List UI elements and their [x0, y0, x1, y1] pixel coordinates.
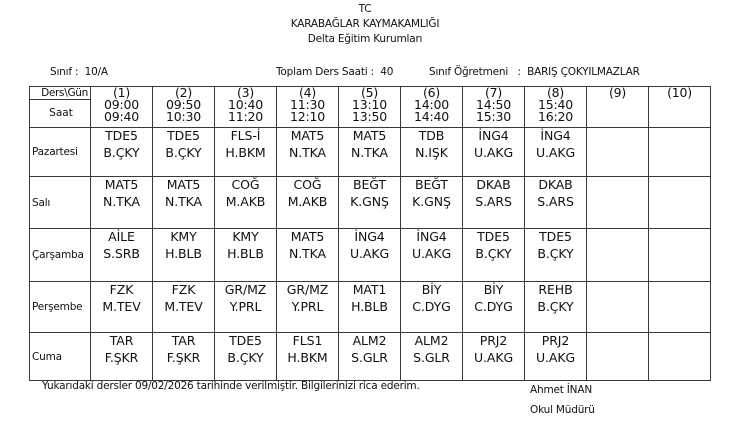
lesson-cell	[587, 333, 649, 381]
period-number: (7)	[484, 86, 503, 100]
total-hours-label: Toplam Ders Saati	[276, 66, 368, 78]
lesson-cell	[463, 229, 525, 282]
lesson-cell	[277, 177, 339, 229]
lesson-subject: PRJ2	[479, 333, 508, 348]
lesson-subject: DKAB	[538, 177, 573, 192]
lesson-cell	[525, 333, 587, 381]
lesson-teacher: S.ARS	[537, 193, 574, 209]
period-start-time: 14:00	[413, 97, 450, 112]
class-teacher-info: Sınıf Öğretmeni : BARIŞ ÇOKYILMAZLAR	[429, 66, 640, 78]
lesson-subject: REHB	[538, 282, 573, 297]
lesson-teacher: U.AKG	[535, 144, 576, 160]
day-label: Perşembe	[30, 282, 91, 333]
header-country: TC	[358, 3, 372, 15]
lesson-subject: İNG4	[540, 128, 571, 143]
lesson-cell	[401, 177, 463, 229]
period-header-7	[463, 87, 525, 128]
period-end-time: 16:20	[537, 109, 574, 124]
period-number: (9)	[608, 86, 627, 100]
class-info: Sınıf : 10/A	[50, 66, 108, 78]
period-header-row	[30, 87, 711, 128]
period-header-1	[91, 87, 153, 128]
lesson-cell	[277, 333, 339, 381]
lesson-teacher: S.GLR	[413, 349, 450, 365]
lesson-cell	[525, 177, 587, 229]
header-district: KARABAĞLAR KAYMAKAMLIĞI	[290, 18, 440, 30]
lesson-teacher: N.TKA	[289, 144, 326, 160]
lesson-subject: İNG4	[354, 229, 385, 244]
lesson-subject: BİY	[421, 282, 442, 297]
lesson-cell	[463, 333, 525, 381]
lesson-teacher: B.ÇKY	[165, 144, 202, 160]
period-start-time: 09:00	[103, 97, 140, 112]
lesson-teacher: B.ÇKY	[475, 245, 512, 261]
lesson-teacher: C.DYG	[474, 298, 513, 314]
day-label: Cuma	[30, 333, 91, 381]
lesson-subject: FLS1	[292, 333, 323, 348]
lesson-cell	[277, 282, 339, 333]
lesson-teacher: F.ŞKR	[104, 349, 139, 365]
lesson-cell	[587, 128, 649, 177]
lesson-cell	[587, 282, 649, 333]
day-row	[30, 229, 711, 282]
day-row	[30, 128, 711, 177]
lesson-cell	[587, 177, 649, 229]
lesson-teacher: H.BLB	[165, 245, 202, 261]
lesson-subject: COĞ	[231, 177, 260, 192]
period-end-time: 09:40	[103, 109, 140, 124]
lesson-subject: COĞ	[293, 177, 322, 192]
period-end-time: 11:20	[227, 109, 264, 124]
period-number: (1)	[112, 86, 131, 100]
lesson-cell	[649, 282, 711, 333]
period-header-5	[339, 87, 401, 128]
lesson-cell	[649, 128, 711, 177]
lesson-subject: TAR	[171, 333, 196, 348]
lesson-cell	[649, 229, 711, 282]
lesson-subject: MAT5	[290, 229, 325, 244]
lesson-cell	[587, 229, 649, 282]
lesson-teacher: N.IŞK	[415, 144, 448, 160]
period-start-time: 15:40	[537, 97, 574, 112]
lesson-cell	[215, 229, 277, 282]
lesson-cell	[91, 282, 153, 333]
lesson-subject: İNG4	[416, 229, 447, 244]
period-header-6	[401, 87, 463, 128]
period-number: (3)	[236, 86, 255, 100]
lesson-cell	[153, 128, 215, 177]
period-number: (8)	[546, 86, 565, 100]
lesson-teacher: N.TKA	[289, 245, 326, 261]
lesson-teacher: H.BKM	[287, 349, 328, 365]
period-header-4	[277, 87, 339, 128]
lesson-cell	[463, 128, 525, 177]
day-label: Çarşamba	[30, 229, 91, 282]
document-header	[0, 0, 730, 47]
lesson-teacher: B.ÇKY	[537, 245, 574, 261]
lesson-teacher: B.ÇKY	[103, 144, 140, 160]
lesson-subject: TDE5	[477, 229, 510, 244]
lesson-teacher: N.TKA	[103, 193, 140, 209]
lesson-subject: FZK	[171, 282, 196, 297]
lesson-subject: FLS-İ	[230, 128, 261, 143]
lesson-teacher: M.TEV	[164, 298, 203, 314]
lesson-subject: KMY	[170, 229, 197, 244]
signature-block	[530, 380, 595, 420]
lesson-teacher: M.TEV	[102, 298, 141, 314]
lesson-cell	[339, 177, 401, 229]
lesson-cell	[277, 128, 339, 177]
lesson-cell	[215, 128, 277, 177]
day-label: Salı	[30, 177, 91, 229]
lesson-teacher: C.DYG	[412, 298, 451, 314]
corner-cell	[30, 87, 91, 128]
lesson-cell	[153, 177, 215, 229]
lesson-cell	[277, 229, 339, 282]
lesson-cell	[339, 333, 401, 381]
lesson-subject: TDE5	[105, 128, 138, 143]
period-number: (6)	[422, 86, 441, 100]
lesson-cell	[649, 177, 711, 229]
lesson-teacher: U.AKG	[535, 349, 576, 365]
period-end-time: 14:40	[413, 109, 450, 124]
period-end-time: 12:10	[289, 109, 326, 124]
lesson-subject: BİY	[483, 282, 504, 297]
period-header-9	[587, 87, 649, 128]
total-hours-info: Toplam Ders Saati : 40	[276, 66, 394, 78]
lesson-cell	[91, 229, 153, 282]
signer-name: Ahmet İNAN	[530, 384, 592, 396]
lesson-teacher: Y.PRL	[291, 298, 324, 314]
lesson-subject: BEĞT	[353, 177, 386, 192]
day-row	[30, 177, 711, 229]
lesson-teacher: H.BLB	[351, 298, 388, 314]
period-start-time: 09:50	[165, 97, 202, 112]
lesson-subject: MAT5	[352, 128, 387, 143]
lesson-cell	[215, 282, 277, 333]
period-header-2	[153, 87, 215, 128]
lesson-teacher: U.AKG	[473, 349, 514, 365]
lesson-subject: PRJ2	[541, 333, 570, 348]
lesson-cell	[91, 333, 153, 381]
lesson-cell	[91, 128, 153, 177]
period-end-time: 10:30	[165, 109, 202, 124]
footer-note: Yukarıdaki dersler 09/02/2026 tarihinde verilmiştir. Bilgilerinizi rica ederim.	[42, 380, 420, 392]
lesson-cell	[401, 128, 463, 177]
lesson-subject: ALM2	[414, 333, 449, 348]
class-label: Sınıf	[50, 66, 72, 78]
lesson-cell	[153, 282, 215, 333]
lesson-subject: MAT1	[352, 282, 387, 297]
lesson-teacher: H.BLB	[227, 245, 264, 261]
lesson-cell	[91, 177, 153, 229]
lesson-subject: MAT5	[104, 177, 139, 192]
corner-saat-label: Saat	[49, 107, 73, 119]
lesson-subject: GR/MZ	[224, 282, 267, 297]
period-header-3	[215, 87, 277, 128]
period-start-time: 11:30	[289, 97, 326, 112]
lesson-teacher: B.ÇKY	[227, 349, 264, 365]
period-start-time: 14:50	[475, 97, 512, 112]
lesson-cell	[525, 229, 587, 282]
lesson-cell	[401, 229, 463, 282]
lesson-teacher: S.GLR	[351, 349, 388, 365]
lesson-cell	[649, 333, 711, 381]
class-teacher-value: BARIŞ ÇOKYILMAZLAR	[527, 66, 640, 78]
day-label: Pazartesi	[30, 128, 91, 177]
lesson-subject: GR/MZ	[286, 282, 329, 297]
lesson-teacher: U.AKG	[411, 245, 452, 261]
lesson-teacher: F.ŞKR	[166, 349, 201, 365]
lesson-cell	[339, 282, 401, 333]
lesson-teacher: U.AKG	[349, 245, 390, 261]
lesson-subject: KMY	[232, 229, 259, 244]
period-number: (5)	[360, 86, 379, 100]
lesson-subject: MAT5	[166, 177, 201, 192]
lesson-subject: İNG4	[478, 128, 509, 143]
header-institution: Delta Eğitim Kurumları	[307, 33, 423, 45]
lesson-subject: ALM2	[352, 333, 387, 348]
lesson-cell	[153, 229, 215, 282]
day-row	[30, 333, 711, 381]
period-header-10	[649, 87, 711, 128]
lesson-cell	[401, 282, 463, 333]
period-header-8	[525, 87, 587, 128]
lesson-cell	[153, 333, 215, 381]
lesson-cell	[525, 128, 587, 177]
period-start-time: 10:40	[227, 97, 264, 112]
day-row	[30, 282, 711, 333]
lesson-subject: TDE5	[229, 333, 262, 348]
period-end-time: 13:50	[351, 109, 388, 124]
class-teacher-label: Sınıf Öğretmeni	[429, 66, 509, 78]
lesson-teacher: M.AKB	[225, 193, 266, 209]
lesson-teacher: K.GNŞ	[412, 193, 451, 209]
lesson-cell	[401, 333, 463, 381]
class-value: 10/A	[84, 66, 108, 78]
lesson-cell	[463, 177, 525, 229]
lesson-cell	[525, 282, 587, 333]
lesson-subject: TAR	[109, 333, 134, 348]
lesson-subject: FZK	[109, 282, 134, 297]
corner-ders-gun-label: Ders\Gün	[30, 87, 90, 100]
lesson-teacher: U.AKG	[473, 144, 514, 160]
weekly-schedule-table	[29, 86, 711, 381]
lesson-teacher: S.ARS	[475, 193, 512, 209]
period-start-time: 13:10	[351, 97, 388, 112]
lesson-cell	[463, 282, 525, 333]
lesson-teacher: Y.PRL	[229, 298, 262, 314]
period-number: (4)	[298, 86, 317, 100]
lesson-subject: TDE5	[167, 128, 200, 143]
lesson-teacher: N.TKA	[165, 193, 202, 209]
total-hours-value: 40	[380, 66, 394, 78]
lesson-cell	[339, 229, 401, 282]
period-end-time: 15:30	[475, 109, 512, 124]
lesson-teacher: B.ÇKY	[537, 298, 574, 314]
lesson-teacher: K.GNŞ	[350, 193, 389, 209]
lesson-subject: BEĞT	[415, 177, 448, 192]
lesson-teacher: H.BKM	[225, 144, 266, 160]
lesson-subject: MAT5	[290, 128, 325, 143]
lesson-teacher: N.TKA	[351, 144, 388, 160]
signer-title: Okul Müdürü	[530, 404, 595, 416]
lesson-cell	[215, 177, 277, 229]
lesson-teacher: S.SRB	[103, 245, 140, 261]
lesson-subject: TDE5	[539, 229, 572, 244]
lesson-teacher: M.AKB	[287, 193, 328, 209]
lesson-subject: AİLE	[108, 229, 135, 244]
period-number: (10)	[667, 86, 692, 100]
lesson-subject: TDB	[418, 128, 445, 143]
period-number: (2)	[174, 86, 193, 100]
lesson-subject: DKAB	[476, 177, 511, 192]
lesson-cell	[339, 128, 401, 177]
lesson-cell	[215, 333, 277, 381]
